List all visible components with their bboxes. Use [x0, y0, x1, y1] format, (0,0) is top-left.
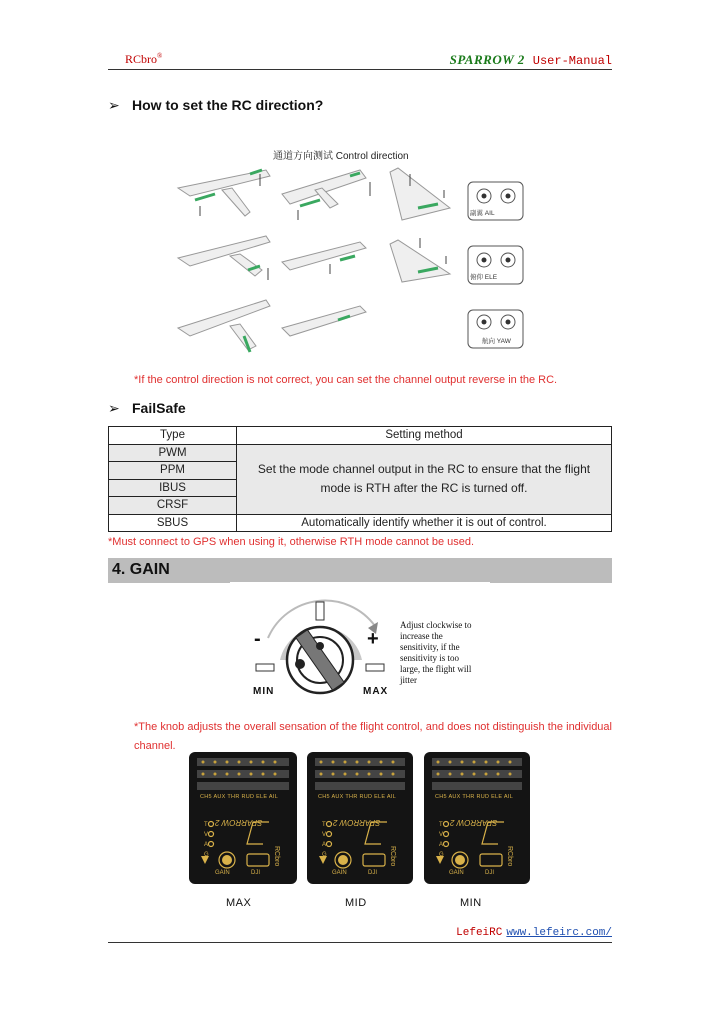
- gain-plus-sign: +: [367, 628, 379, 650]
- caption-min: MIN: [460, 897, 482, 909]
- type-cell: CRSF: [109, 497, 237, 515]
- gain-note: *The knob adjusts the overall sensation of the flight control, and does not distinguish the individual channel.: [134, 721, 612, 752]
- footer: [456, 927, 612, 939]
- board-side-mid: T V A G: [322, 822, 327, 858]
- bullet-arrow-icon: ➢: [108, 97, 120, 113]
- header-brand-left: RCbro®: [125, 52, 163, 66]
- section-gain-bar: [108, 558, 612, 583]
- caption-max: MAX: [226, 897, 252, 909]
- bullet-arrow-icon: ➢: [108, 400, 120, 416]
- board-maker-min: RCbro: [506, 846, 513, 867]
- board-gain-label-max: GAIN: [215, 870, 230, 876]
- section-rc-direction-title: ➢ How to set the RC direction?: [108, 97, 324, 113]
- remote-label-yaw: 航向 YAW: [482, 338, 511, 345]
- board-side-min: T V A G: [439, 822, 444, 858]
- caption-mid: MID: [345, 897, 367, 909]
- footer-brand: LefeiRC: [456, 927, 503, 939]
- manual-label: User-Manual: [532, 54, 612, 68]
- figure-title: 通道方向测试 Control direction: [273, 151, 409, 162]
- table-row: [109, 427, 612, 445]
- header-type: Type: [109, 427, 237, 445]
- board-maker-mid: RCbro: [389, 846, 396, 867]
- remote-label-ail: 副翼 AIL: [470, 210, 495, 217]
- board-side-max: T V A G: [204, 822, 209, 858]
- board-gain-label-mid: GAIN: [332, 870, 347, 876]
- failsafe-note: *Must connect to GPS when using it, otherwise RTH mode cannot be used.: [108, 536, 475, 548]
- remote-controls: [468, 182, 523, 348]
- plane-row-2: [178, 236, 450, 282]
- method-cell: Automatically identify whether it is out of control.: [237, 514, 612, 532]
- section-failsafe-title: ➢ FailSafe: [108, 400, 186, 416]
- board-pins-min: CH5 AUX THR RUD ELE AIL: [435, 794, 514, 800]
- control-direction-figure: [170, 160, 525, 360]
- failsafe-table: [108, 426, 612, 532]
- plane-row-3: [178, 300, 366, 350]
- footer-url-link[interactable]: www.lefeirc.com/: [506, 927, 612, 939]
- gain-max-label: MAX: [363, 686, 389, 697]
- product-name: SPARROW 2: [449, 52, 525, 67]
- board-gain-label-min: GAIN: [449, 870, 464, 876]
- board-pins-mid: CH5 AUX THR RUD ELE AIL: [318, 794, 397, 800]
- gain-knob-note: Adjust clockwise to increase the sensitivity, if the sensitivity is too large, the flight will jitter: [400, 620, 472, 685]
- type-cell: SBUS: [109, 514, 237, 532]
- board-brand-min: SPARROW 2: [450, 818, 498, 827]
- table-row: [109, 514, 612, 532]
- header-title: [450, 52, 612, 68]
- type-cell: PPM: [109, 462, 237, 480]
- header-setting-method: Setting method: [237, 427, 612, 445]
- plane-row-1: [178, 168, 450, 220]
- type-cell: IBUS: [109, 479, 237, 497]
- board-dji-label-mid: DJI: [368, 870, 377, 876]
- gain-minus-sign: -: [254, 628, 261, 650]
- gain-min-label: MIN: [253, 686, 275, 697]
- footer-divider: [108, 942, 612, 943]
- gain-bar-gap: [230, 582, 490, 585]
- table-row: [109, 444, 612, 462]
- board-dji-label-min: DJI: [485, 870, 494, 876]
- section-gain-title: 4. GAIN: [112, 561, 170, 578]
- board-brand-mid: SPARROW 2: [333, 818, 381, 827]
- method-cell: Set the mode channel output in the RC to ensure that the flight mode is RTH after the RC is turned off.: [237, 444, 612, 514]
- board-dji-label-max: DJI: [251, 870, 260, 876]
- type-cell: PWM: [109, 444, 237, 462]
- board-maker-max: RCbro: [273, 846, 280, 867]
- rc-direction-note: *If the control direction is not correct, you can set the channel output reverse in the RC.: [134, 374, 558, 386]
- remote-label-ele: 俯仰 ELE: [470, 274, 498, 281]
- header-divider: [108, 69, 612, 70]
- board-brand-max: SPARROW 2: [215, 818, 263, 827]
- board-pins-max: CH5 AUX THR RUD ELE AIL: [200, 794, 279, 800]
